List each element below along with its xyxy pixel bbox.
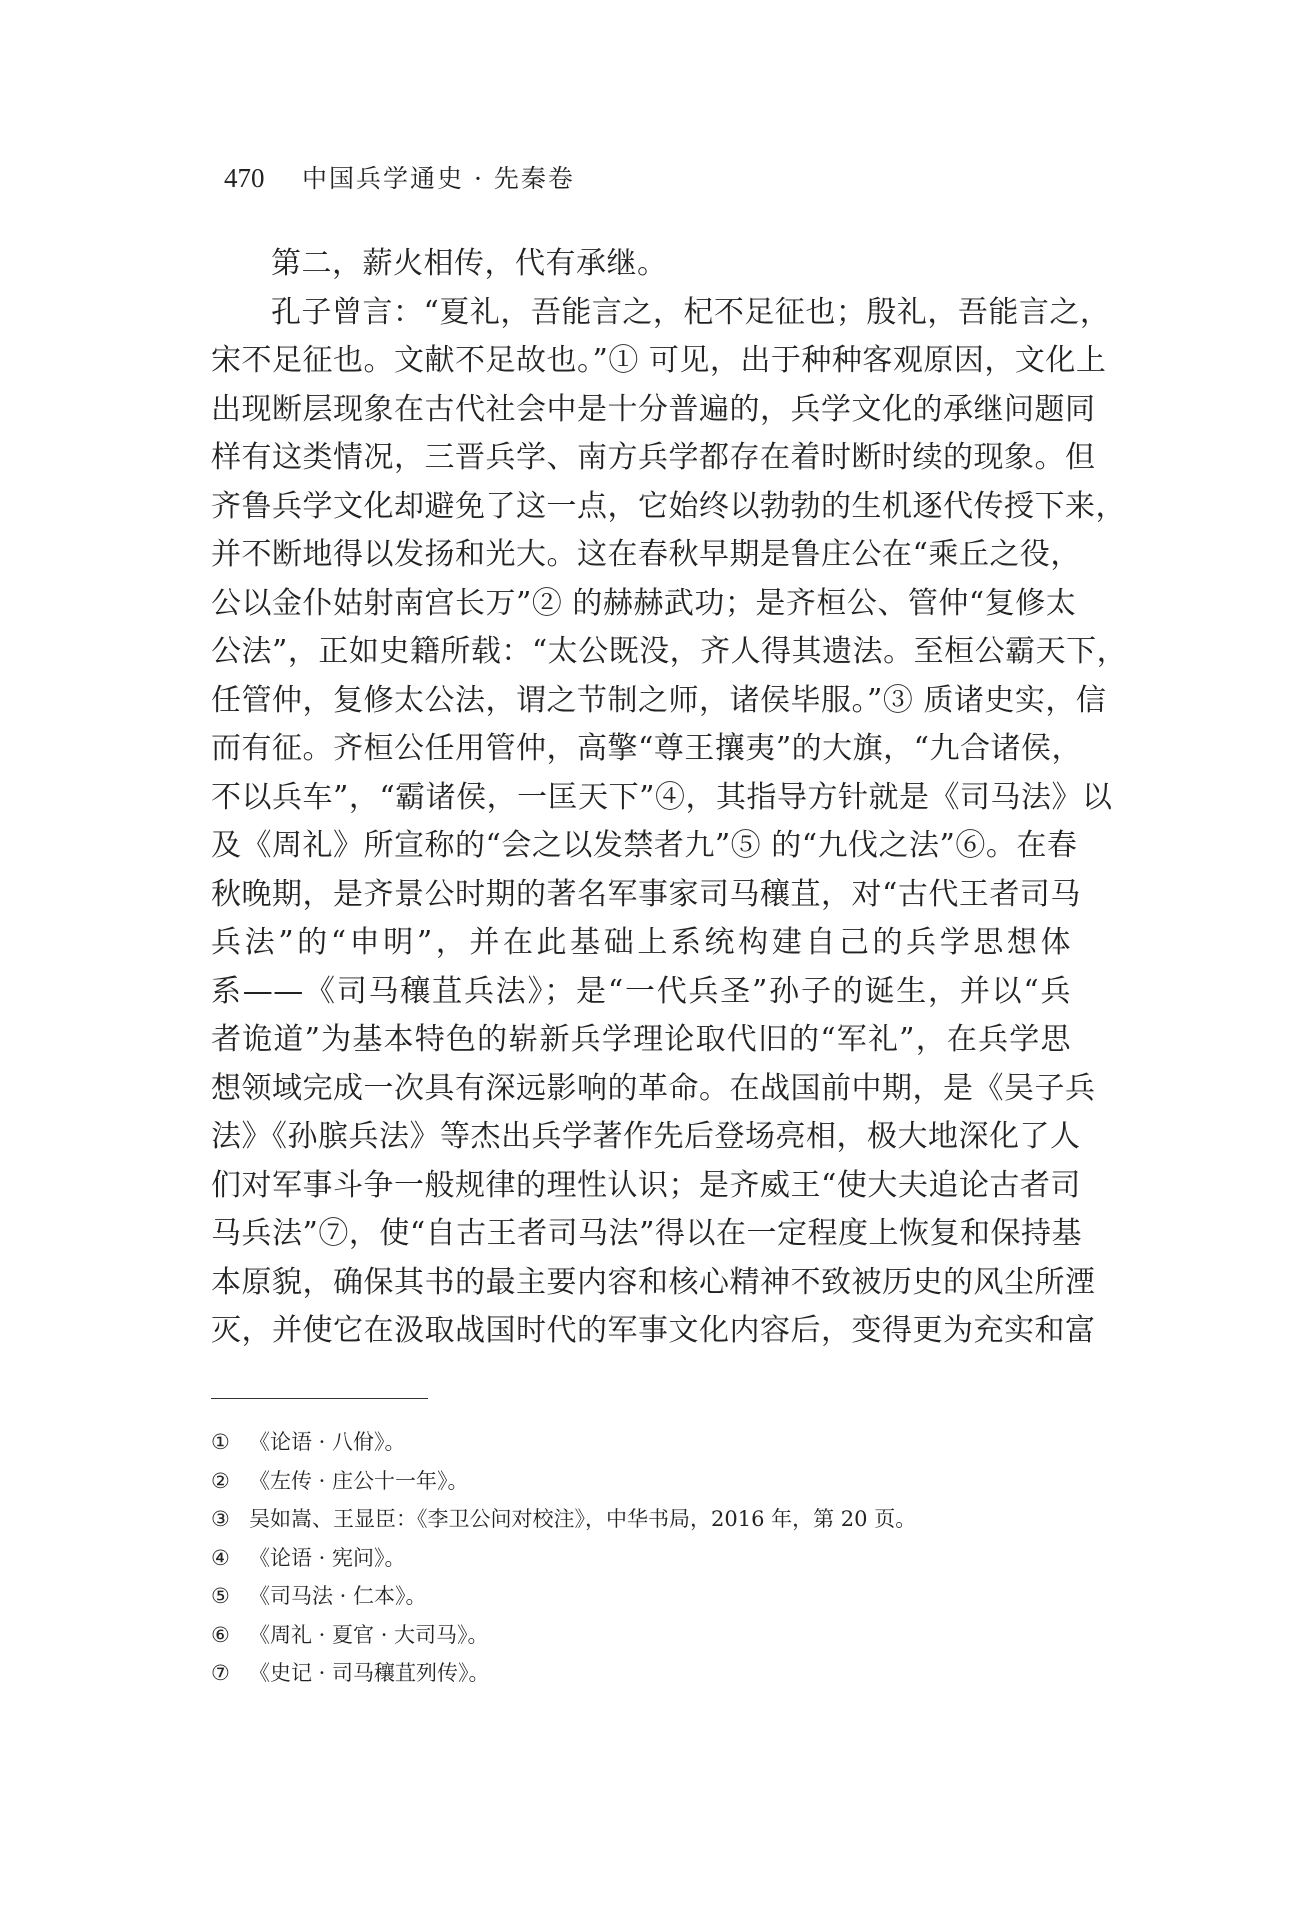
running-title: 中国兵学通史 · 先秦卷 <box>302 164 575 193</box>
footnote-mark: ① <box>211 1430 230 1454</box>
footnote-mark: ② <box>211 1468 230 1493</box>
footnote-item <box>211 1423 1071 1462</box>
text-line: 宋不足征也。文献不足故也。”① 可见，出于种种客观原因，文化上 <box>211 343 1107 378</box>
text-line: 不以兵车”，“霸诸侯，一匡天下”④，其指导方针就是《司马法》以 <box>211 779 1113 815</box>
text-line: 样有这类情况，三晋兵学、南方兵学都存在着时断时续的现象。但 <box>211 440 1096 475</box>
footnote-text: 《论语 · 宪问》。 <box>249 1545 406 1570</box>
text-line: 想领域完成一次具有深远影响的革命。在战国前中期，是《吴子兵 <box>211 1070 1096 1106</box>
footnote-text: 吴如嵩、王显臣：《李卫公问对校注》，中华书局，2016 年，第 20 页。 <box>249 1507 917 1531</box>
footnote-text: 《司马法 · 仁本》。 <box>249 1584 427 1608</box>
footnote-mark: ③ <box>211 1507 230 1531</box>
text-line: 任管仲，复修太公法，谓之节制之师，诸侯毕服。”③ 质诸史实，信 <box>211 682 1107 718</box>
footnote-item <box>211 1462 1071 1501</box>
text-line: 及《周礼》所宣称的“会之以发禁者九”⑤ 的“九伐之法”⑥。在春 <box>211 828 1078 863</box>
footnote-item <box>211 1539 1071 1578</box>
footnotes <box>211 1423 1071 1693</box>
footnote-item <box>211 1616 1071 1655</box>
text-line: 秋晚期，是齐景公时期的著名军事家司马穰苴，对“古代王者司马 <box>211 876 1081 912</box>
page-number: 470 <box>224 163 265 193</box>
text-line: 灭，并使它在汲取战国时代的军事文化内容后，变得更为充实和富 <box>211 1313 1096 1348</box>
text-line: 马兵法”⑦，使“自古王者司马法”得以在一定程度上恢复和保持基 <box>211 1216 1083 1251</box>
text-line: 出现断层现象在古代社会中是十分普遍的，兵学文化的承继问题同 <box>211 391 1096 427</box>
text-line: 并不断地得以发扬和光大。这在春秋早期是鲁庄公在“乘丘之役， <box>211 537 1081 572</box>
section-heading: 第二，薪火相传，代有承继。 <box>271 246 668 281</box>
footnote-divider <box>211 1398 428 1399</box>
footnote-mark: ⑦ <box>211 1661 230 1685</box>
footnote-text: 《左传 · 庄公十一年》。 <box>249 1468 469 1493</box>
text-line: 者诡道”为基本特色的崭新兵学理论取代旧的“军礼”，在兵学思 <box>211 1022 1071 1057</box>
body-text <box>211 240 1128 1356</box>
footnote-mark: ⑤ <box>211 1584 230 1608</box>
text-line: 兵法”的“申明”，并在此基础上系统构建自己的兵学思想体 <box>211 925 1071 960</box>
page-header <box>224 158 575 198</box>
footnote-text: 《论语 · 八佾》。 <box>249 1430 406 1454</box>
text-line: 齐鲁兵学文化却避免了这一点，它始终以勃勃的生机逐代传授下来， <box>211 488 1126 524</box>
text-line: 法》《孙膑兵法》等杰出兵学著作先后登场亮相，极大地深化了人 <box>211 1119 1081 1154</box>
footnote-item <box>211 1577 1071 1616</box>
footnote-mark: ④ <box>211 1545 230 1570</box>
text-line: 们对军事斗争一般规律的理性认识；是齐威王“使大夫追论古者司 <box>211 1167 1081 1203</box>
footnote-mark: ⑥ <box>211 1622 230 1647</box>
text-line: 公法”，正如史籍所载：“太公既没，齐人得其遗法。至桓公霸天下， <box>211 634 1128 669</box>
footnote-item <box>211 1654 1071 1693</box>
text-line: 而有征。齐桓公任用管仲，高擎“尊王攘夷”的大旗，“九合诸侯， <box>211 731 1083 766</box>
text-line: 公以金仆姑射南宫长万”② 的赫赫武功；是齐桓公、管仲“复修太 <box>211 585 1077 621</box>
text-line: 孔子曾言：“夏礼，吾能言之，杞不足征也；殷礼，吾能言之， <box>271 294 1111 330</box>
footnote-item <box>211 1500 1071 1539</box>
footnote-text: 《周礼 · 夏官 · 大司马》。 <box>249 1622 489 1647</box>
footnote-text: 《史记 · 司马穰苴列传》。 <box>249 1661 490 1685</box>
text-line: 系——《司马穰苴兵法》；是“一代兵圣”孙子的诞生，并以“兵 <box>211 973 1071 1009</box>
text-line: 本原貌，确保其书的最主要内容和核心精神不致被历史的风尘所湮 <box>211 1264 1096 1300</box>
